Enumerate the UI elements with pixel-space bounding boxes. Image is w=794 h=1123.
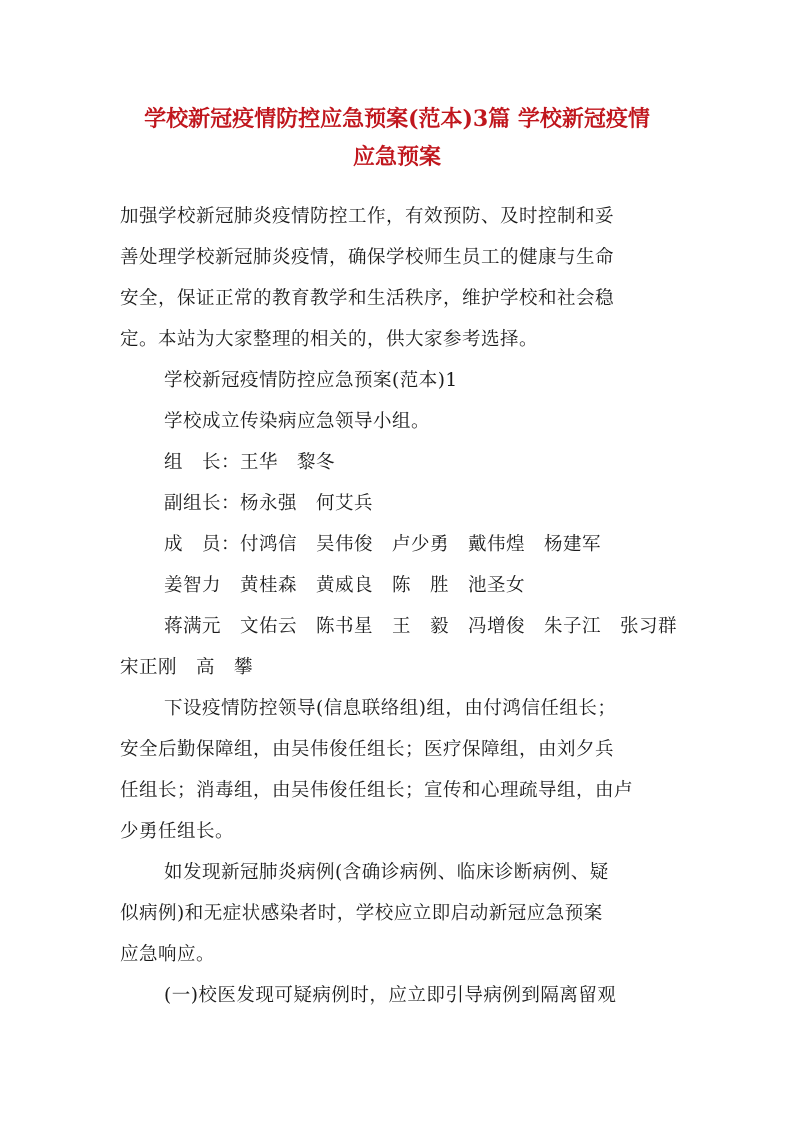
subgroups-line: 任组长；消毒组，由吴伟俊任组长；宣传和心理疏导组，由卢 (120, 780, 634, 801)
members-line: 蒋满元 文佑云 陈书星 王 毅 冯增俊 朱子江 张习群 (164, 616, 678, 637)
title-line-2: 应急预案 (352, 144, 441, 170)
members-line: 宋正刚 高 攀 (120, 657, 254, 678)
intro-line: 安全，保证正常的教育教学和生活秩序，维护学校和社会稳 (120, 288, 615, 309)
response-line: 如发现新冠肺炎病例(含确诊病例、临床诊断病例、疑 (164, 862, 609, 883)
intro-line: 善处理学校新冠肺炎疫情，确保学校师生员工的健康与生命 (120, 247, 615, 268)
response-line: 似病例)和无症状感染者时，学校应立即启动新冠应急预案 (120, 903, 603, 924)
subgroups-line: 安全后勤保障组，由吴伟俊任组长；医疗保障组，由刘夕兵 (120, 739, 615, 760)
leader-line: 组 长：王华 黎冬 (164, 452, 336, 473)
members-line: 成 员：付鸿信 吴伟俊 卢少勇 戴伟煌 杨建军 (164, 534, 602, 555)
item-line: (一)校医发现可疑病例时，应立即引导病例到隔离留观 (164, 985, 617, 1006)
subgroups-line: 少勇任组长。 (120, 821, 235, 842)
intro-line: 加强学校新冠肺炎疫情防控工作，有效预防、及时控制和妥 (120, 206, 615, 227)
group-intro: 学校成立传染病应急领导小组。 (164, 411, 431, 432)
response-line: 应急响应。 (120, 944, 216, 965)
members-line: 姜智力 黄桂森 黄威良 陈 胜 池圣女 (164, 575, 526, 596)
intro-line: 定。本站为大家整理的相关的，供大家参考选择。 (120, 329, 539, 350)
document-body (120, 196, 680, 1016)
document-title (100, 100, 694, 176)
section-title: 学校新冠疫情防控应急预案(范本)1 (164, 370, 458, 391)
title-line-1: 学校新冠疫情防控应急预案(范本)3篇 学校新冠疫情 (144, 106, 650, 132)
deputy-line: 副组长：杨永强 何艾兵 (164, 493, 374, 514)
subgroups-line: 下设疫情防控领导(信息联络组)组，由付鸿信任组长； (164, 698, 617, 719)
